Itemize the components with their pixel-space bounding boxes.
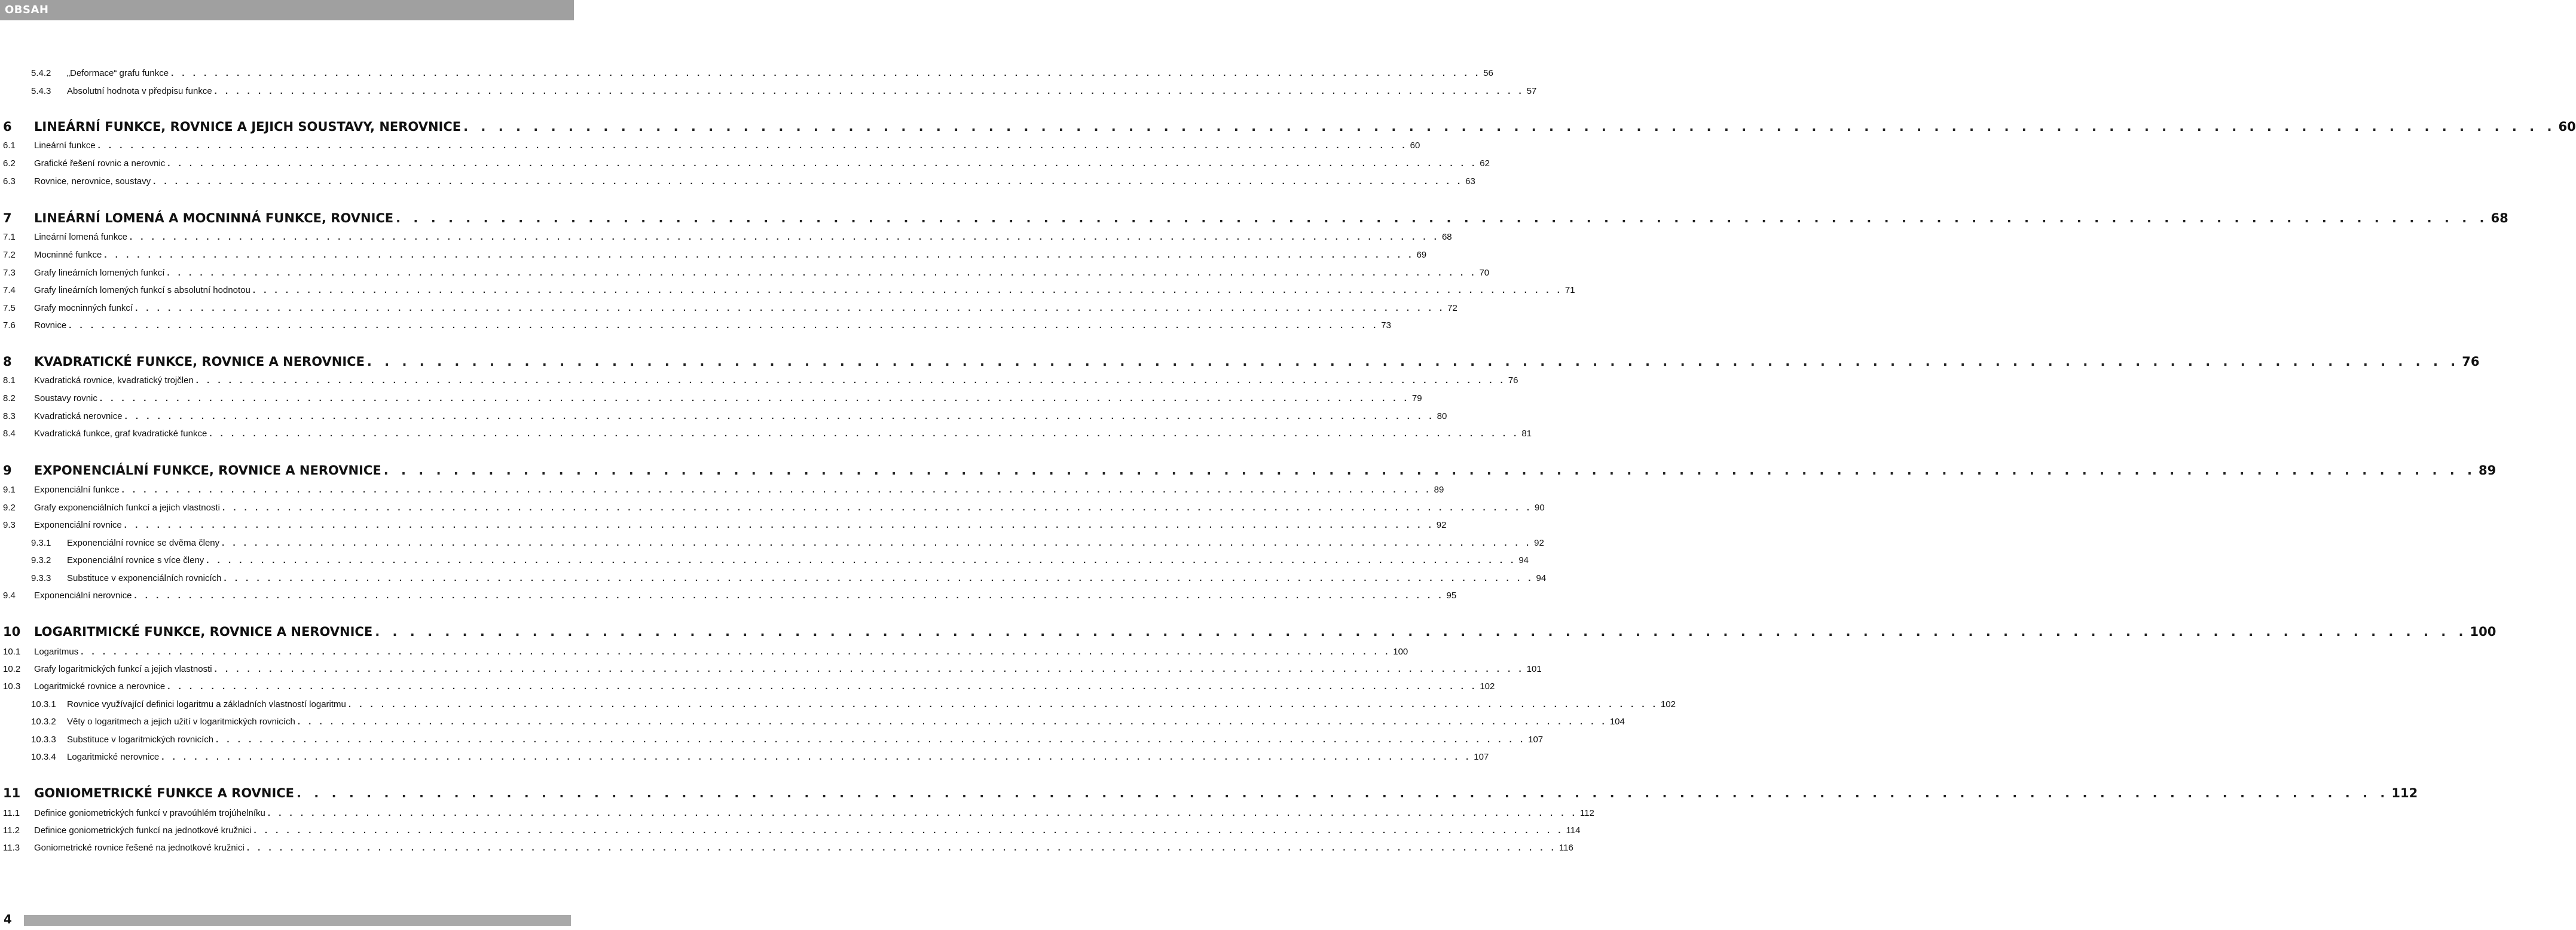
toc-entry-number: 8.1 bbox=[3, 375, 16, 386]
toc-entry-number: 8.2 bbox=[3, 393, 16, 403]
toc-chapter-number: 8 bbox=[3, 354, 12, 369]
dot-leader: . . . . . . . . . . . . . . . . . . . . . . . . . . . . . . . . . . . . . . . . . . . . . . . . . . . . . . . . . . . . . . . . . . . . . . . . . . . . . . . . . . . . . . . . . . . . . . . . . . . . . . . . . . . . . . . . . . . . . . . . bbox=[366, 354, 2460, 369]
toc-entry-number: 7.2 bbox=[3, 250, 16, 260]
toc-entry[interactable] bbox=[0, 285, 1575, 298]
toc-entry-number: 10.3.4 bbox=[31, 752, 56, 762]
toc-entry-title: Grafy lineárních lomených funkcí s absolutní hodnotou bbox=[34, 285, 250, 295]
toc-entry[interactable] bbox=[0, 843, 1573, 856]
dot-leader: . . . . . . . . . . . . . . . . . . . . . . . . . . . . . . . . . . . . . . . . . . . . . . . . . . . . . . . . . . . . . . . . . . . . . . . . . . . . . . . . . . . . . . . . . . . . . . . . . . . . . . . . . . . . . . . . . . . . . . . . bbox=[252, 285, 1563, 295]
toc-entry-number: 10.2 bbox=[3, 664, 21, 674]
toc-entry-title: Soustavy rovnic bbox=[34, 393, 97, 403]
toc-entry-number: 11.3 bbox=[3, 843, 20, 853]
toc-entry-title: Exponenciální nerovnice bbox=[34, 591, 132, 601]
toc-chapter-number: 7 bbox=[3, 211, 12, 225]
toc-entry-title: Goniometrické rovnice řešené na jednotkové kružnici bbox=[34, 843, 245, 853]
toc-chapter-number: 10 bbox=[3, 625, 21, 639]
toc-entry-page: 63 bbox=[1465, 176, 1475, 186]
dot-leader: . . . . . . . . . . . . . . . . . . . . . . . . . . . . . . . . . . . . . . . . . . . . . . . . . . . . . . . . . . . . . . . . . . . . . . . . . . . . . . . . . . . . . . . . . . . . . . . . . . . . . . . . . . . . . . . . . . . . . . . . bbox=[129, 232, 1440, 242]
toc-entry[interactable] bbox=[0, 176, 1475, 189]
toc-entry-page: 57 bbox=[1526, 86, 1537, 96]
dot-leader: . . . . . . . . . . . . . . . . . . . . . . . . . . . . . . . . . . . . . . . . . . . . . . . . . . . . . . . . . . . . . . . . . . . . . . . . . . . . . . . . . . . . . . . . . . . . . . . . . . . . . . . . . . . . . . . . . . . . . . . . bbox=[124, 411, 1435, 421]
toc-entry-number: 7.5 bbox=[3, 303, 16, 313]
toc-entry-title: Lineární funkce bbox=[34, 140, 96, 151]
toc-entry[interactable] bbox=[0, 699, 1676, 712]
toc-entry-title: Grafické řešení rovnic a nerovnic bbox=[34, 158, 166, 169]
dot-leader: . . . . . . . . . . . . . . . . . . . . . . . . . . . . . . . . . . . . . . . . . . . . . . . . . . . . . . . . . . . . . . . . . . . . . . . . . . . . . . . . . . . . . . . . . . . . . . . . . . . . . . . . . . . . . . . . . . . . . . . . bbox=[206, 555, 1517, 565]
dot-leader: . . . . . . . . . . . . . . . . . . . . . . . . . . . . . . . . . . . . . . . . . . . . . . . . . . . . . . . . . . . . . . . . . . . . . . . . . . . . . . . . . . . . . . . . . . . . . . . . . . . . . . . . . . . . . . . . . . . . . . . . bbox=[81, 647, 1391, 657]
toc-entry[interactable] bbox=[0, 375, 1518, 388]
toc-entry[interactable] bbox=[0, 485, 1444, 498]
toc-entry[interactable] bbox=[0, 647, 1408, 660]
toc-entry-page: 116 bbox=[1559, 843, 1573, 853]
toc-chapter-page: 68 bbox=[2491, 211, 2508, 225]
toc-chapter-title: LINEÁRNÍ LOMENÁ A MOCNINNÁ FUNKCE, ROVNICE bbox=[34, 211, 394, 225]
toc-entry-page: 114 bbox=[1566, 825, 1581, 836]
toc-entry[interactable] bbox=[0, 520, 1447, 533]
toc-entry-page: 56 bbox=[1483, 68, 1493, 78]
dot-leader: . . . . . . . . . . . . . . . . . . . . . . . . . . . . . . . . . . . . . . . . . . . . . . . . . . . . . . . . . . . . . . . . . . . . . . . . . . . . . . . . . . . . . . . . . . . . . . . . . . . . . . . . . . . . . . . . . . . . . . . . bbox=[216, 735, 1526, 745]
toc-entry-title: Mocninné funkce bbox=[34, 250, 102, 260]
toc-entry-number: 5.4.3 bbox=[31, 86, 51, 96]
toc-entry[interactable] bbox=[0, 664, 1542, 677]
toc-entry-number: 9.3.3 bbox=[31, 573, 51, 583]
dot-leader: . . . . . . . . . . . . . . . . . . . . . . . . . . . . . . . . . . . . . . . . . . . . . . . . . . . . . . . . . . . . . . . . . . . . . . . . . . . . . . . . . . . . . . . . . . . . . . . . . . . . . . . . . . . . . . . . . . . . . . . . bbox=[134, 591, 1444, 601]
toc-entry-number: 5.4.2 bbox=[31, 68, 51, 78]
toc-entry[interactable] bbox=[0, 429, 1532, 442]
toc-chapter[interactable] bbox=[0, 354, 2480, 374]
toc-entry-page: 79 bbox=[1411, 393, 1422, 403]
toc-entry-number: 10.3 bbox=[3, 681, 21, 692]
toc-entry-number: 8.3 bbox=[3, 411, 16, 421]
toc-entry-page: 112 bbox=[1579, 808, 1594, 818]
toc-entry-page: 94 bbox=[1518, 555, 1529, 565]
dot-leader: . . . . . . . . . . . . . . . . . . . . . . . . . . . . . . . . . . . . . . . . . . . . . . . . . . . . . . . . . . . . . . . . . . . . . . . . . . . . . . . . . . . . . . . . . . . . . . . . . . . . . . . . . . . . . . . . . . . . . . . . bbox=[135, 303, 1446, 313]
toc-chapter-page: 112 bbox=[2391, 786, 2418, 800]
toc-entry-title: Definice goniometrických funkcí na jednotkové kružnici bbox=[34, 825, 252, 836]
toc-entry-number: 9.4 bbox=[3, 591, 16, 601]
toc-entry-number: 10.3.1 bbox=[31, 699, 56, 709]
toc-entry-title: Rovnice využívající definici logaritmu a základních vlastností logaritmu bbox=[67, 699, 346, 709]
toc-entry-page: 100 bbox=[1393, 647, 1408, 657]
dot-leader: . . . . . . . . . . . . . . . . . . . . . . . . . . . . . . . . . . . . . . . . . . . . . . . . . . . . . . . . . . . . . . . . . . . . . . . . . . . . . . . . . . . . . . . . . . . . . . . . . . . . . . . . . . . . . . . . . . . . . . . . bbox=[297, 717, 1608, 727]
toc-entry-number: 9.3 bbox=[3, 520, 16, 530]
toc-chapter-number: 11 bbox=[3, 786, 21, 800]
dot-leader: . . . . . . . . . . . . . . . . . . . . . . . . . . . . . . . . . . . . . . . . . . . . . . . . . . . . . . . . . . . . . . . . . . . . . . . . . . . . . . . . . . . . . . . . . . . . . . . . . . . . . . . . . . . . . . . . . . . . . . . . bbox=[375, 625, 2468, 639]
header-bar bbox=[0, 0, 574, 20]
toc-chapter[interactable] bbox=[0, 211, 2508, 230]
toc-entry-page: 102 bbox=[1660, 699, 1676, 709]
toc-entry-title: Kvadratická rovnice, kvadratický trojčlen bbox=[34, 375, 194, 386]
toc-entry-page: 71 bbox=[1564, 285, 1575, 295]
toc-chapter-title: EXPONENCIÁLNÍ FUNKCE, ROVNICE A NEROVNICE bbox=[34, 463, 381, 478]
dot-leader: . . . . . . . . . . . . . . . . . . . . . . . . . . . . . . . . . . . . . . . . . . . . . . . . . . . . . . . . . . . . . . . . . . . . . . . . . . . . . . . . . . . . . . . . . . . . . . . . . . . . . . . . . . . . . . . . . . . . . . . . bbox=[253, 825, 1564, 836]
toc-chapter[interactable] bbox=[0, 786, 2418, 805]
toc-entry-number: 7.4 bbox=[3, 285, 16, 295]
dot-leader: . . . . . . . . . . . . . . . . . . . . . . . . . . . . . . . . . . . . . . . . . . . . . . . . . . . . . . . . . . . . . . . . . . . . . . . . . . . . . . . . . . . . . . . . . . . . . . . . . . . . . . . . . . . . . . . . . . . . . . . . bbox=[153, 176, 1463, 186]
dot-leader: . . . . . . . . . . . . . . . . . . . . . . . . . . . . . . . . . . . . . . . . . . . . . . . . . . . . . . . . . . . . . . . . . . . . . . . . . . . . . . . . . . . . . . . . . . . . . . . . . . . . . . . . . . . . . . . . . . . . . . . . bbox=[121, 485, 1432, 495]
toc-entry-page: 81 bbox=[1521, 429, 1532, 439]
dot-leader: . . . . . . . . . . . . . . . . . . . . . . . . . . . . . . . . . . . . . . . . . . . . . . . . . . . . . . . . . . . . . . . . . . . . . . . . . . . . . . . . . . . . . . . . . . . . . . . . . . . . . . . . . . . . . . . . . . . . . . . . bbox=[97, 140, 1408, 151]
toc-entry[interactable] bbox=[0, 320, 1391, 334]
dot-leader: . . . . . . . . . . . . . . . . . . . . . . . . . . . . . . . . . . . . . . . . . . . . . . . . . . . . . . . . . . . . . . . . . . . . . . . . . . . . . . . . . . . . . . . . . . . . . . . . . . . . . . . . . . . . . . . . . . . . . . . . bbox=[104, 250, 1414, 260]
toc-chapter[interactable] bbox=[0, 625, 2496, 644]
toc-entry-page: 107 bbox=[1528, 735, 1544, 745]
toc-entry-page: 70 bbox=[1479, 268, 1490, 278]
toc-entry-page: 92 bbox=[1436, 520, 1447, 530]
dot-leader: . . . . . . . . . . . . . . . . . . . . . . . . . . . . . . . . . . . . . . . . . . . . . . . . . . . . . . . . . . . . . . . . . . . . . . . . . . . . . . . . . . . . . . . . . . . . . . . . . . . . . . . . . . . . . . . . . . . . . . . . bbox=[396, 211, 2489, 225]
toc-entry-number: 10.3.2 bbox=[31, 717, 56, 727]
toc-entry-title: Exponenciální rovnice se dvěma členy bbox=[67, 538, 220, 548]
toc-entry[interactable] bbox=[0, 158, 1490, 172]
toc-entry-number: 8.4 bbox=[3, 429, 16, 439]
toc-entry-number: 10.3.3 bbox=[31, 735, 56, 745]
toc-entry-title: Exponenciální funkce bbox=[34, 485, 120, 495]
toc-entry-number: 11.2 bbox=[3, 825, 20, 836]
toc-entry[interactable] bbox=[0, 808, 1594, 821]
toc-chapter-page: 89 bbox=[2479, 463, 2496, 478]
dot-leader: . . . . . . . . . . . . . . . . . . . . . . . . . . . . . . . . . . . . . . . . . . . . . . . . . . . . . . . . . . . . . . . . . . . . . . . . . . . . . . . . . . . . . . . . . . . . . . . . . . . . . . . . . . . . . . . . . . . . . . . . bbox=[267, 808, 1578, 818]
toc-entry-page: 95 bbox=[1446, 591, 1457, 601]
toc-entry-page: 94 bbox=[1536, 573, 1547, 583]
toc-entry-number: 11.1 bbox=[3, 808, 20, 818]
toc-entry[interactable] bbox=[0, 555, 1529, 568]
toc-entry[interactable] bbox=[0, 681, 1495, 695]
toc-entry[interactable] bbox=[0, 591, 1457, 604]
toc-entry-title: Substituce v exponenciálních rovnicích bbox=[67, 573, 222, 583]
toc-entry-title: Exponenciální rovnice bbox=[34, 520, 122, 530]
toc-entry-title: Kvadratická funkce, graf kvadratické funkce bbox=[34, 429, 207, 439]
toc-entry-page: 101 bbox=[1526, 664, 1542, 674]
dot-leader: . . . . . . . . . . . . . . . . . . . . . . . . . . . . . . . . . . . . . . . . . . . . . . . . . . . . . . . . . . . . . . . . . . . . . . . . . . . . . . . . . . . . . . . . . . . . . . . . . . . . . . . . . . . . . . . . . . . . . . . . bbox=[348, 699, 1658, 709]
page-title: OBSAH bbox=[5, 4, 49, 16]
toc-entry-number: 7.1 bbox=[3, 232, 16, 242]
toc-entry-page: 72 bbox=[1447, 303, 1457, 313]
toc-entry-number: 9.3.2 bbox=[31, 555, 51, 565]
toc-entry-title: Absolutní hodnota v předpisu funkce bbox=[67, 86, 212, 96]
toc-entry[interactable] bbox=[0, 503, 1545, 516]
toc-entry[interactable] bbox=[0, 303, 1457, 316]
toc-entry-page: 107 bbox=[1474, 752, 1489, 762]
dot-leader: . . . . . . . . . . . . . . . . . . . . . . . . . . . . . . . . . . . . . . . . . . . . . . . . . . . . . . . . . . . . . . . . . . . . . . . . . . . . . . . . . . . . . . . . . . . . . . . . . . . . . . . . . . . . . . . . . . . . . . . . bbox=[463, 120, 2556, 134]
dot-leader: . . . . . . . . . . . . . . . . . . . . . . . . . . . . . . . . . . . . . . . . . . . . . . . . . . . . . . . . . . . . . . . . . . . . . . . . . . . . . . . . . . . . . . . . . . . . . . . . . . . . . . . . . . . . . . . . . . . . . . . . bbox=[214, 664, 1524, 674]
dot-leader: . . . . . . . . . . . . . . . . . . . . . . . . . . . . . . . . . . . . . . . . . . . . . . . . . . . . . . . . . . . . . . . . . . . . . . . . . . . . . . . . . . . . . . . . . . . . . . . . . . . . . . . . . . . . . . . . . . . . . . . . bbox=[69, 320, 1379, 331]
footer-bar bbox=[24, 915, 571, 926]
toc-entry-number: 10.1 bbox=[3, 647, 21, 657]
toc-entry[interactable] bbox=[0, 250, 1427, 263]
toc-chapter-title: KVADRATICKÉ FUNKCE, ROVNICE A NEROVNICE bbox=[34, 354, 365, 369]
dot-leader: . . . . . . . . . . . . . . . . . . . . . . . . . . . . . . . . . . . . . . . . . . . . . . . . . . . . . . . . . . . . . . . . . . . . . . . . . . . . . . . . . . . . . . . . . . . . . . . . . . . . . . . . . . . . . . . . . . . . . . . . bbox=[167, 681, 1478, 692]
toc-entry-page: 73 bbox=[1381, 320, 1391, 331]
toc-entry[interactable] bbox=[0, 393, 1422, 406]
toc-entry-number: 9.1 bbox=[3, 485, 16, 495]
dot-leader: . . . . . . . . . . . . . . . . . . . . . . . . . . . . . . . . . . . . . . . . . . . . . . . . . . . . . . . . . . . . . . . . . . . . . . . . . . . . . . . . . . . . . . . . . . . . . . . . . . . . . . . . . . . . . . . . . . . . . . . . bbox=[99, 393, 1410, 403]
dot-leader: . . . . . . . . . . . . . . . . . . . . . . . . . . . . . . . . . . . . . . . . . . . . . . . . . . . . . . . . . . . . . . . . . . . . . . . . . . . . . . . . . . . . . . . . . . . . . . . . . . . . . . . . . . . . . . . . . . . . . . . . bbox=[222, 503, 1533, 513]
dot-leader: . . . . . . . . . . . . . . . . . . . . . . . . . . . . . . . . . . . . . . . . . . . . . . . . . . . . . . . . . . . . . . . . . . . . . . . . . . . . . . . . . . . . . . . . . . . . . . . . . . . . . . . . . . . . . . . . . . . . . . . . bbox=[167, 158, 1478, 169]
toc-entry[interactable] bbox=[0, 411, 1447, 424]
toc-entry-number: 9.2 bbox=[3, 503, 16, 513]
toc-entry[interactable] bbox=[0, 86, 1537, 99]
page-number: 4 bbox=[4, 912, 12, 926]
toc-entry[interactable] bbox=[0, 538, 1544, 551]
toc-entry-title: Substituce v logaritmických rovnicích bbox=[67, 735, 214, 745]
toc-chapter-page: 60 bbox=[2558, 120, 2576, 134]
toc-entry[interactable] bbox=[0, 140, 1420, 154]
toc-chapter-number: 6 bbox=[3, 120, 12, 134]
dot-leader: . . . . . . . . . . . . . . . . . . . . . . . . . . . . . . . . . . . . . . . . . . . . . . . . . . . . . . . . . . . . . . . . . . . . . . . . . . . . . . . . . . . . . . . . . . . . . . . . . . . . . . . . . . . . . . . . . . . . . . . . bbox=[297, 786, 2389, 800]
dot-leader: . . . . . . . . . . . . . . . . . . . . . . . . . . . . . . . . . . . . . . . . . . . . . . . . . . . . . . . . . . . . . . . . . . . . . . . . . . . . . . . . . . . . . . . . . . . . . . . . . . . . . . . . . . . . . . . . . . . . . . . . bbox=[214, 86, 1524, 96]
toc-entry-number: 7.3 bbox=[3, 268, 16, 278]
toc-entry[interactable] bbox=[0, 735, 1544, 748]
toc-entry-title: Grafy lineárních lomených funkcí bbox=[34, 268, 165, 278]
toc-entry-title: Logaritmus bbox=[34, 647, 79, 657]
dot-leader: . . . . . . . . . . . . . . . . . . . . . . . . . . . . . . . . . . . . . . . . . . . . . . . . . . . . . . . . . . . . . . . . . . . . . . . . . . . . . . . . . . . . . . . . . . . . . . . . . . . . . . . . . . . . . . . . . . . . . . . . bbox=[222, 538, 1532, 548]
toc-entry[interactable] bbox=[0, 68, 1493, 81]
toc-entry-number: 7.6 bbox=[3, 320, 16, 331]
dot-leader: . . . . . . . . . . . . . . . . . . . . . . . . . . . . . . . . . . . . . . . . . . . . . . . . . . . . . . . . . . . . . . . . . . . . . . . . . . . . . . . . . . . . . . . . . . . . . . . . . . . . . . . . . . . . . . . . . . . . . . . . bbox=[124, 520, 1434, 530]
toc-chapter-page: 100 bbox=[2470, 625, 2496, 639]
toc-chapter-title: LINEÁRNÍ FUNKCE, ROVNICE A JEJICH SOUSTAVY, NEROVNICE bbox=[34, 120, 462, 134]
toc-entry-page: 60 bbox=[1410, 140, 1420, 151]
toc-chapter-number: 9 bbox=[3, 463, 12, 478]
toc-chapter-page: 76 bbox=[2462, 354, 2480, 369]
dot-leader: . . . . . . . . . . . . . . . . . . . . . . . . . . . . . . . . . . . . . . . . . . . . . . . . . . . . . . . . . . . . . . . . . . . . . . . . . . . . . . . . . . . . . . . . . . . . . . . . . . . . . . . . . . . . . . . . . . . . . . . . bbox=[383, 463, 2477, 478]
toc-entry-number: 6.2 bbox=[3, 158, 16, 169]
toc-entry[interactable] bbox=[0, 752, 1489, 765]
dot-leader: . . . . . . . . . . . . . . . . . . . . . . . . . . . . . . . . . . . . . . . . . . . . . . . . . . . . . . . . . . . . . . . . . . . . . . . . . . . . . . . . . . . . . . . . . . . . . . . . . . . . . . . . . . . . . . . . . . . . . . . . bbox=[224, 573, 1534, 583]
toc-entry-page: 76 bbox=[1508, 375, 1518, 386]
toc-entry-page: 102 bbox=[1480, 681, 1495, 692]
toc-entry-title: „Deformace“ grafu funkce bbox=[67, 68, 169, 78]
toc-chapter-title: LOGARITMICKÉ FUNKCE, ROVNICE A NEROVNICE bbox=[34, 625, 373, 639]
toc-entry[interactable] bbox=[0, 268, 1490, 281]
dot-leader: . . . . . . . . . . . . . . . . . . . . . . . . . . . . . . . . . . . . . . . . . . . . . . . . . . . . . . . . . . . . . . . . . . . . . . . . . . . . . . . . . . . . . . . . . . . . . . . . . . . . . . . . . . . . . . . . . . . . . . . . bbox=[171, 68, 1481, 78]
toc-entry-number: 6.1 bbox=[3, 140, 16, 151]
toc-entry-title: Grafy logaritmických funkcí a jejich vlastnosti bbox=[34, 664, 212, 674]
toc-entry-page: 68 bbox=[1441, 232, 1452, 242]
toc-entry-title: Rovnice bbox=[34, 320, 67, 331]
toc-entry[interactable] bbox=[0, 825, 1581, 839]
toc-entry-title: Logaritmické rovnice a nerovnice bbox=[34, 681, 166, 692]
toc-entry-page: 89 bbox=[1434, 485, 1444, 495]
dot-leader: . . . . . . . . . . . . . . . . . . . . . . . . . . . . . . . . . . . . . . . . . . . . . . . . . . . . . . . . . . . . . . . . . . . . . . . . . . . . . . . . . . . . . . . . . . . . . . . . . . . . . . . . . . . . . . . . . . . . . . . . bbox=[195, 375, 1506, 386]
toc-entry-number: 6.3 bbox=[3, 176, 16, 186]
dot-leader: . . . . . . . . . . . . . . . . . . . . . . . . . . . . . . . . . . . . . . . . . . . . . . . . . . . . . . . . . . . . . . . . . . . . . . . . . . . . . . . . . . . . . . . . . . . . . . . . . . . . . . . . . . . . . . . . . . . . . . . . bbox=[246, 843, 1557, 853]
toc-chapter-title: GONIOMETRICKÉ FUNKCE A ROVNICE bbox=[34, 786, 295, 800]
toc-entry-title: Logaritmické nerovnice bbox=[67, 752, 160, 762]
dot-leader: . . . . . . . . . . . . . . . . . . . . . . . . . . . . . . . . . . . . . . . . . . . . . . . . . . . . . . . . . . . . . . . . . . . . . . . . . . . . . . . . . . . . . . . . . . . . . . . . . . . . . . . . . . . . . . . . . . . . . . . . bbox=[167, 268, 1477, 278]
toc-entry-title: Exponenciální rovnice s více členy bbox=[67, 555, 204, 565]
toc-entry-page: 104 bbox=[1609, 717, 1625, 727]
toc-entry-title: Grafy mocninných funkcí bbox=[34, 303, 133, 313]
dot-leader: . . . . . . . . . . . . . . . . . . . . . . . . . . . . . . . . . . . . . . . . . . . . . . . . . . . . . . . . . . . . . . . . . . . . . . . . . . . . . . . . . . . . . . . . . . . . . . . . . . . . . . . . . . . . . . . . . . . . . . . . bbox=[209, 429, 1520, 439]
toc-entry-page: 80 bbox=[1437, 411, 1447, 421]
toc-entry-title: Rovnice, nerovnice, soustavy bbox=[34, 176, 151, 186]
toc-entry-title: Definice goniometrických funkcí v pravoúhlém trojúhelníku bbox=[34, 808, 265, 818]
toc-entry-page: 69 bbox=[1416, 250, 1427, 260]
toc-entry-title: Věty o logaritmech a jejich užití v logaritmických rovnicích bbox=[67, 717, 295, 727]
toc-entry-number: 9.3.1 bbox=[31, 538, 51, 548]
toc-chapter[interactable] bbox=[0, 463, 2496, 482]
toc-entry-page: 90 bbox=[1535, 503, 1545, 513]
toc-entry-page: 92 bbox=[1534, 538, 1544, 548]
toc-entry-title: Kvadratická nerovnice bbox=[34, 411, 123, 421]
toc-entry[interactable] bbox=[0, 573, 1547, 586]
toc-entry[interactable] bbox=[0, 717, 1625, 730]
toc-entry-page: 62 bbox=[1480, 158, 1490, 169]
dot-leader: . . . . . . . . . . . . . . . . . . . . . . . . . . . . . . . . . . . . . . . . . . . . . . . . . . . . . . . . . . . . . . . . . . . . . . . . . . . . . . . . . . . . . . . . . . . . . . . . . . . . . . . . . . . . . . . . . . . . . . . . bbox=[161, 752, 1472, 762]
toc-chapter[interactable] bbox=[0, 120, 2576, 139]
toc-entry-title: Lineární lomená funkce bbox=[34, 232, 127, 242]
toc-entry[interactable] bbox=[0, 232, 1452, 245]
toc-entry-title: Grafy exponenciálních funkcí a jejich vlastnosti bbox=[34, 503, 220, 513]
